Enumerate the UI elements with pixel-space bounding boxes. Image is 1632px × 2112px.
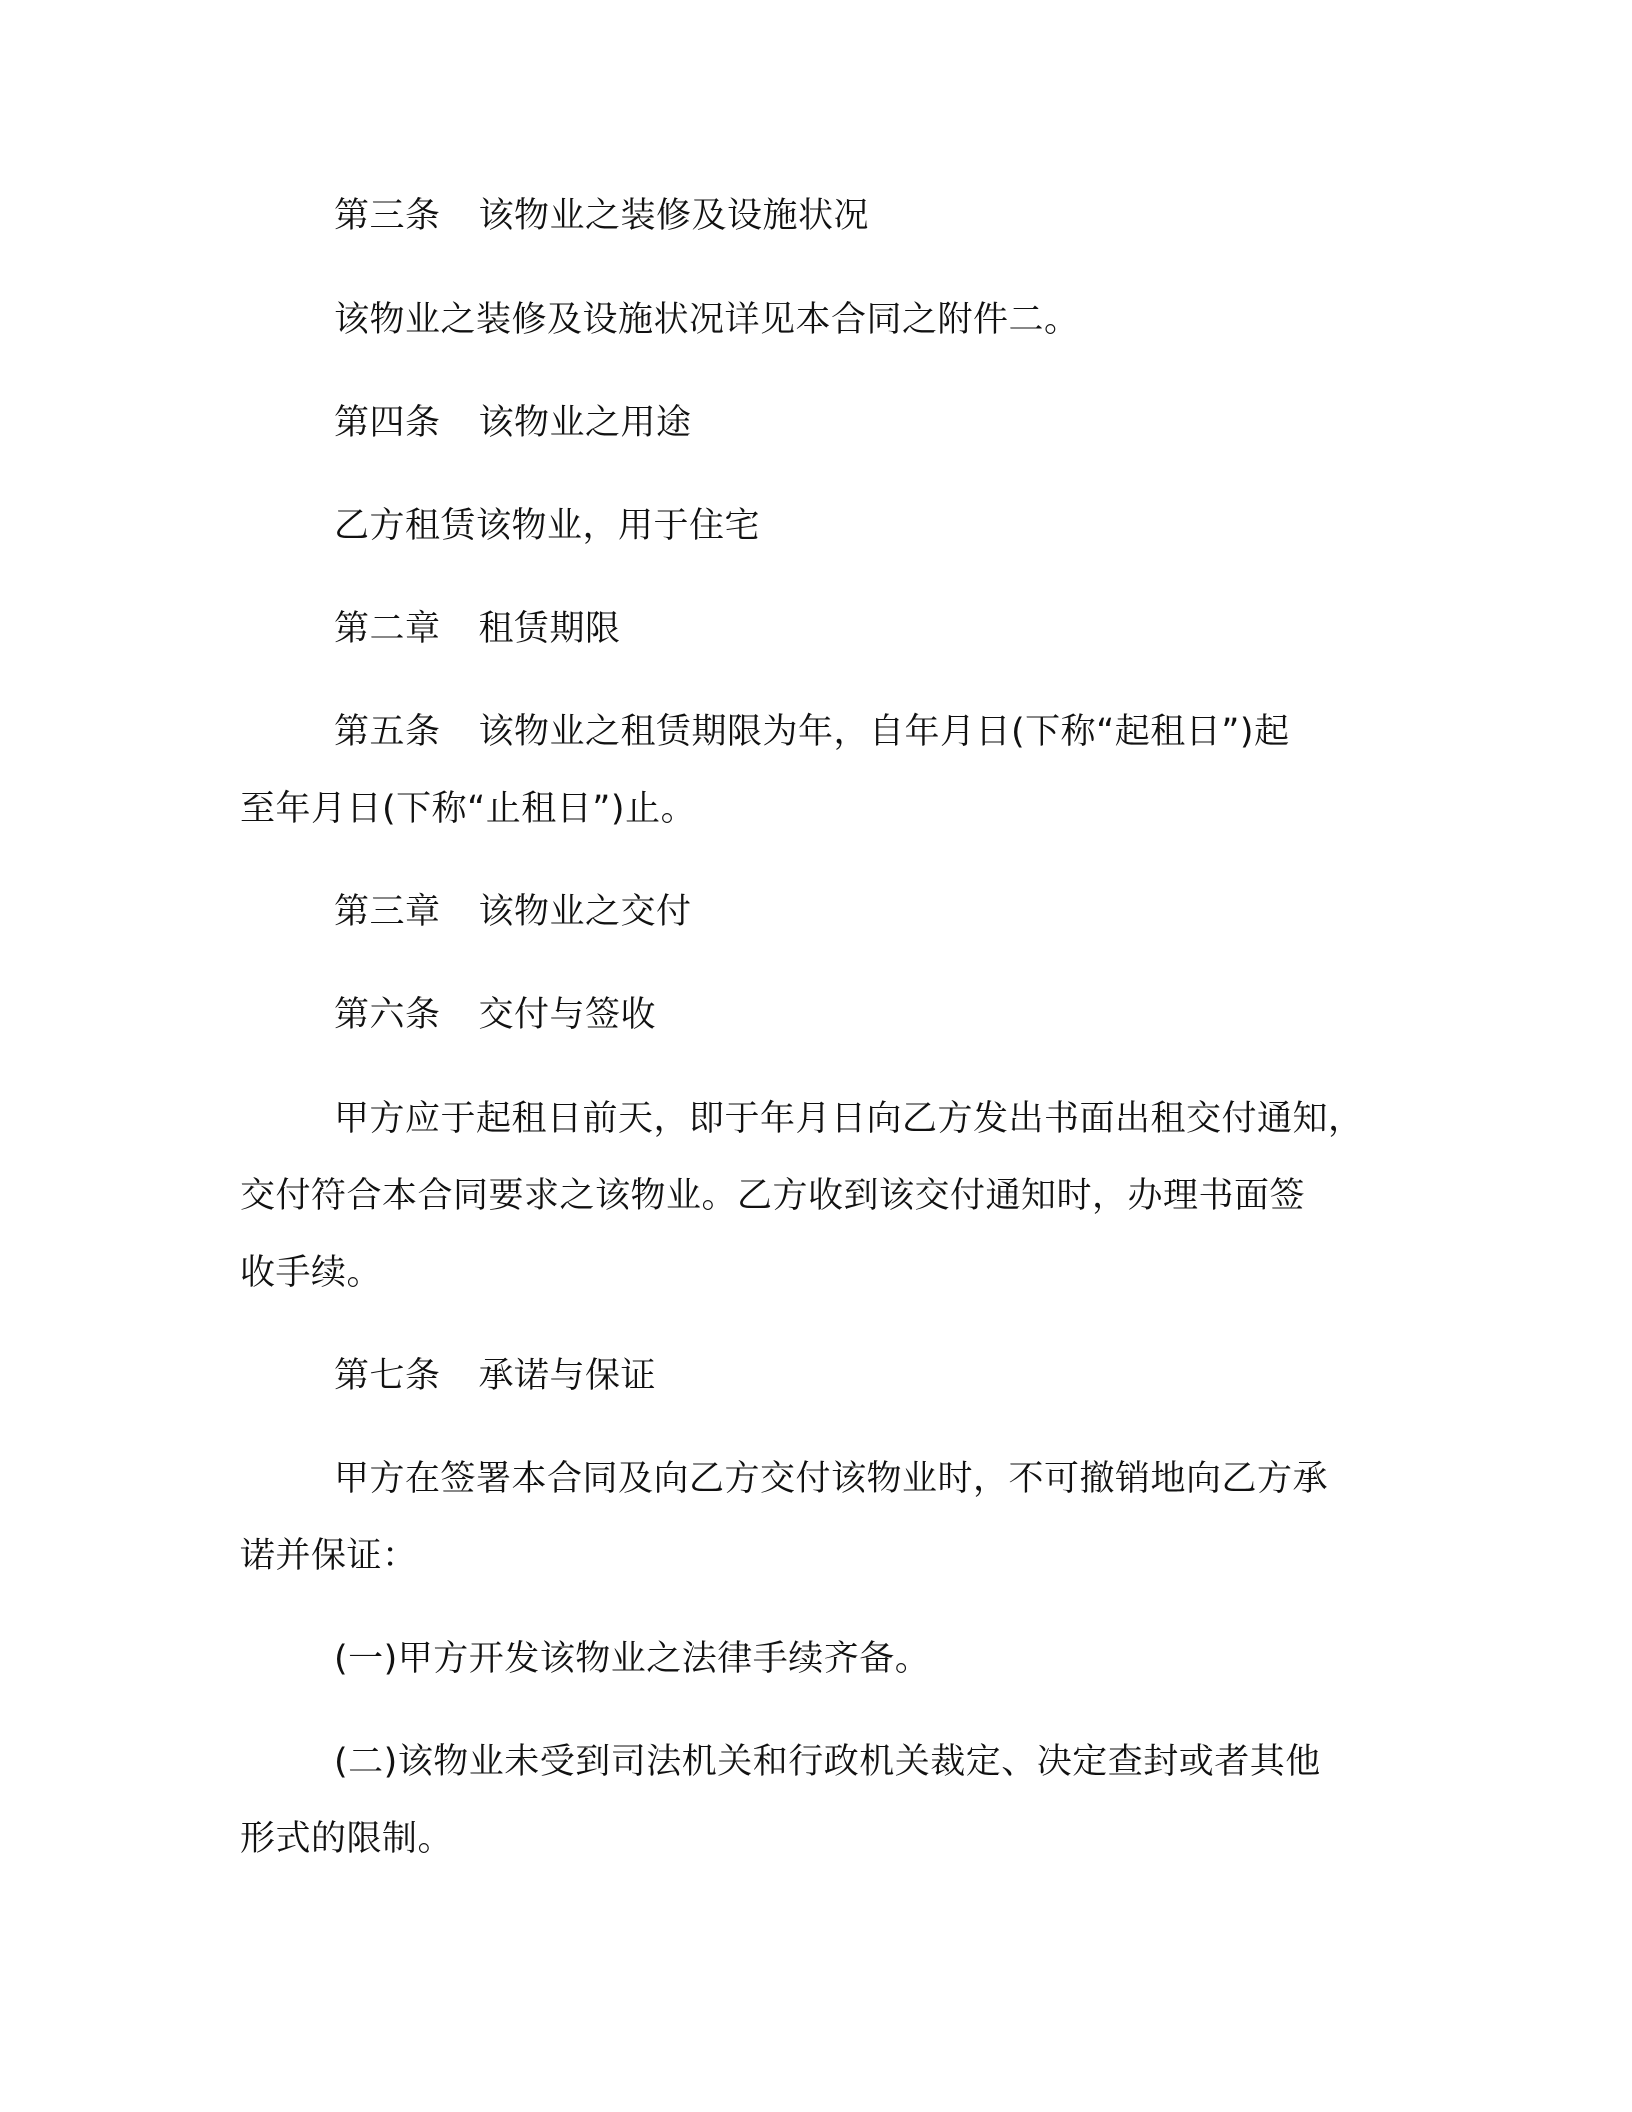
- list-item-2-line-1: (二)该物业未受到司法机关和行政机关裁定、决定查封或者其他: [334, 1742, 1321, 1782]
- article-6-body-line-2: 交付符合本合同要求之该物业。乙方收到该交付通知时，办理书面签: [240, 1176, 1306, 1216]
- article-4-body: 乙方租赁该物业，用于住宅: [334, 506, 761, 546]
- article-7-heading: [334, 1356, 656, 1396]
- list-item-2-line-2: 形式的限制。: [240, 1819, 454, 1859]
- article-number: 第四条: [334, 403, 441, 443]
- article-number: 第五条: [334, 712, 441, 752]
- article-5-line-2: 至年月日(下称“止租日”)止。: [240, 789, 697, 829]
- chapter-2-heading: [334, 609, 621, 649]
- chapter-3-heading: [334, 892, 692, 932]
- article-4-heading: [334, 403, 692, 443]
- article-title: 承诺与保证: [478, 1356, 657, 1396]
- chapter-title: 该物业之交付: [478, 892, 692, 932]
- article-6-heading: [334, 995, 656, 1035]
- article-title: 该物业之用途: [478, 403, 692, 443]
- article-title: 交付与签收: [478, 995, 657, 1035]
- chapter-title: 租赁期限: [478, 609, 621, 649]
- article-number: 第六条: [334, 995, 441, 1035]
- article-6-body-line-1: 甲方应于起租日前天，即于年月日向乙方发出书面出租交付通知，: [334, 1099, 1364, 1139]
- article-text: 该物业之租赁期限为年，自年月日(下称“起租日”)起: [478, 712, 1290, 752]
- list-item-1: (一)甲方开发该物业之法律手续齐备。: [334, 1639, 931, 1679]
- chapter-number: 第二章: [334, 609, 441, 649]
- article-number: 第三条: [334, 196, 441, 236]
- article-7-body-line-2: 诺并保证：: [240, 1536, 418, 1576]
- article-5-first-line: [334, 712, 1290, 752]
- article-7-body-line-1: 甲方在签署本合同及向乙方交付该物业时，不可撤销地向乙方承: [334, 1459, 1329, 1499]
- chapter-number: 第三章: [334, 892, 441, 932]
- article-3-body: 该物业之装修及设施状况详见本合同之附件二。: [334, 300, 1080, 340]
- article-3-heading: [334, 196, 869, 236]
- article-title: 该物业之装修及设施状况: [478, 196, 870, 236]
- article-number: 第七条: [334, 1356, 441, 1396]
- article-6-body-line-3: 收手续。: [240, 1253, 383, 1293]
